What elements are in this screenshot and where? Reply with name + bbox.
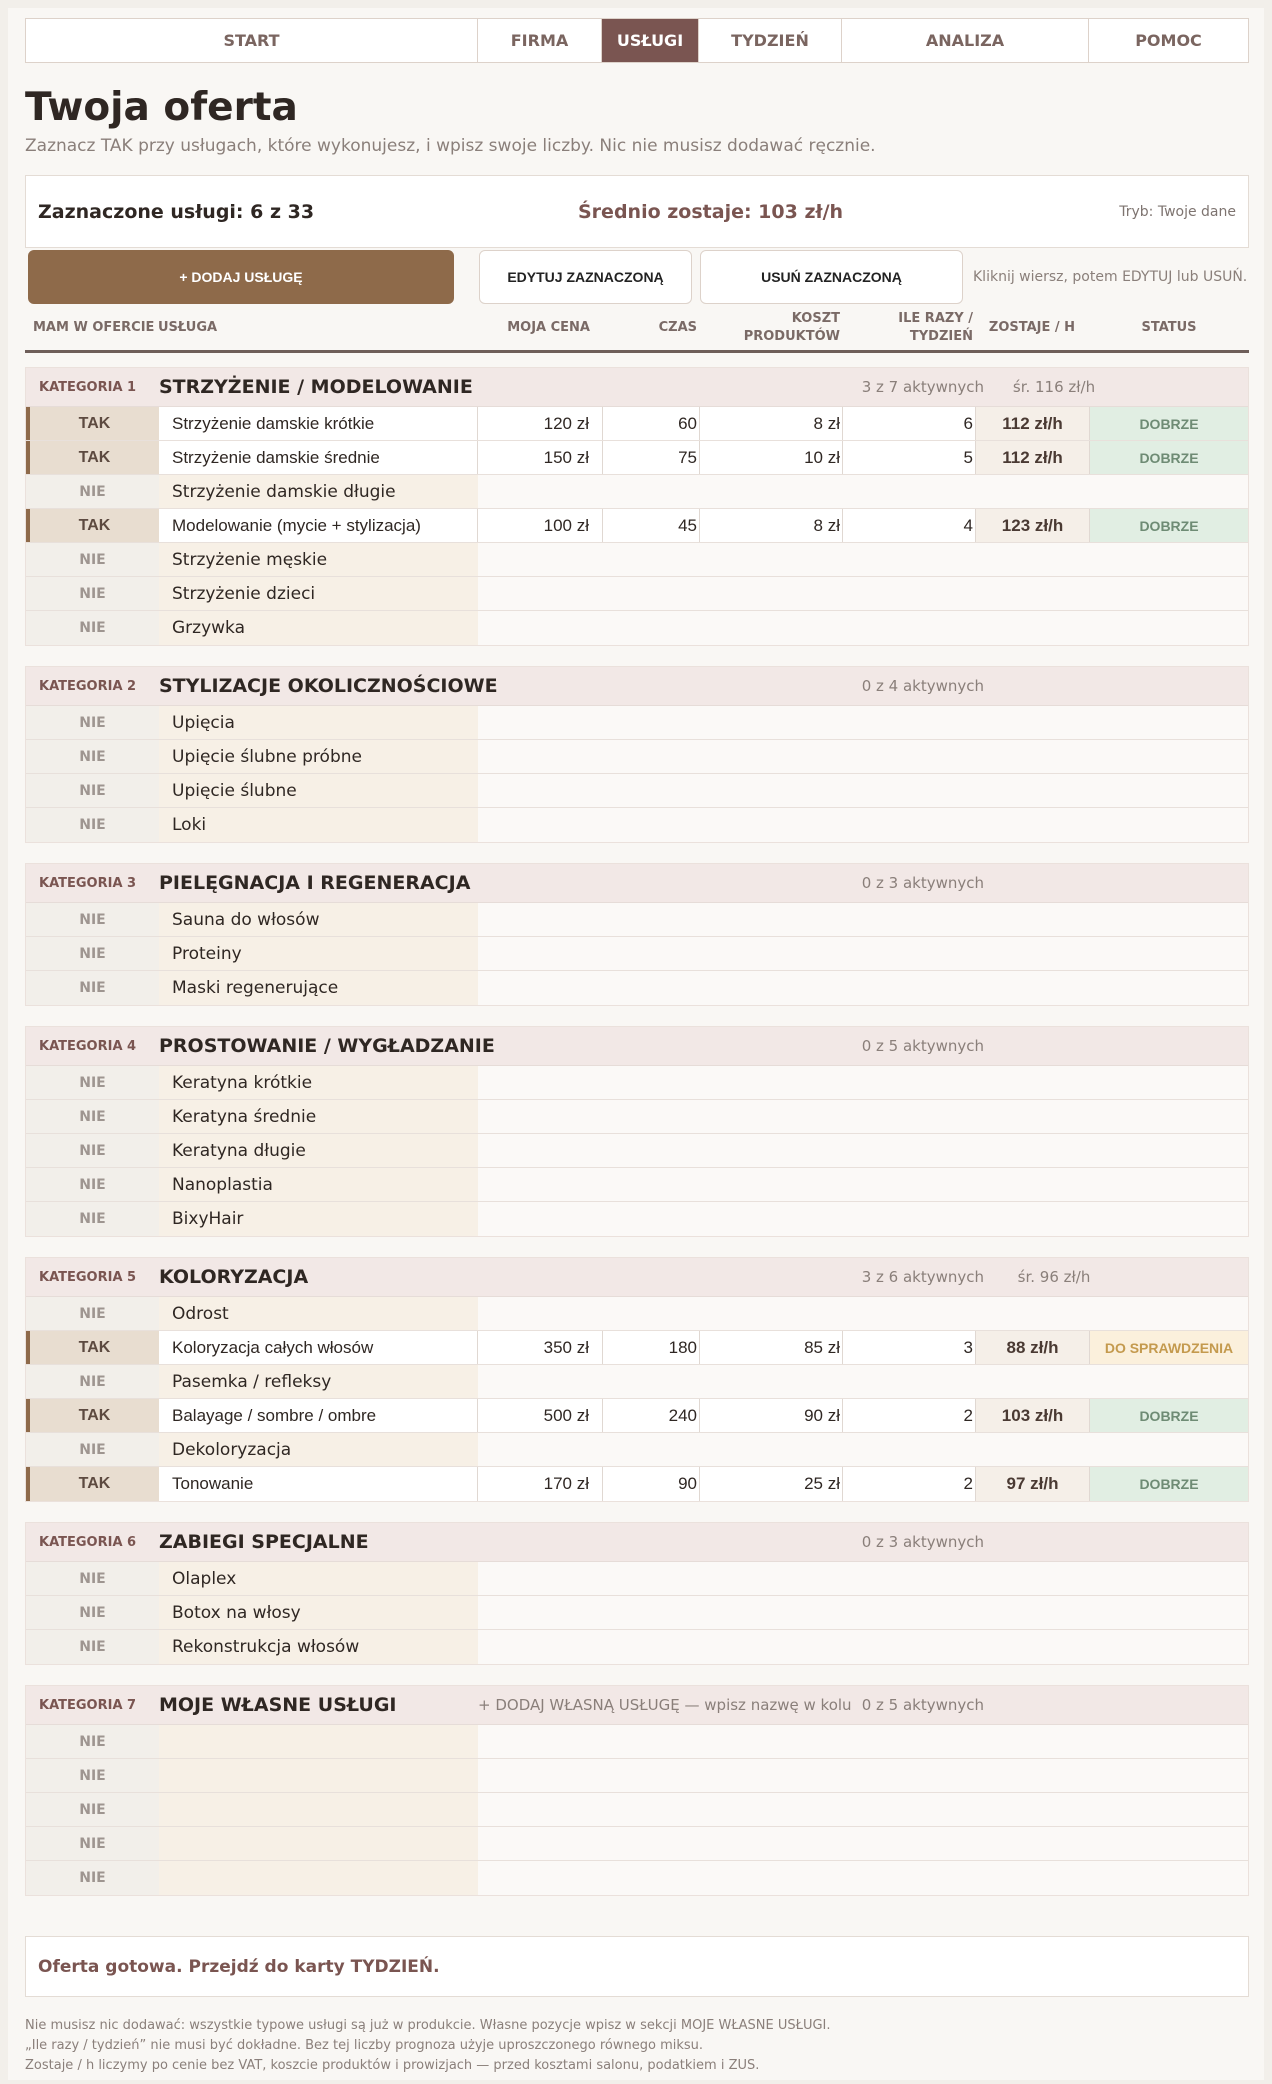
category-header	[26, 368, 1248, 407]
product-cost-field[interactable]: 8 zł	[700, 407, 843, 440]
action-bar	[25, 249, 1249, 305]
note-line: „Ile razy / tydzień” nie musi być dokładne. Bez tej liczby prognoza użyje uproszczonego równego miksu.	[25, 2038, 704, 2053]
net-per-hour: 123 zł/h	[976, 509, 1090, 542]
times-per-week-field[interactable]: 2	[843, 1467, 976, 1501]
empty-row-fields	[478, 1202, 1248, 1236]
category-average: śr. 96 zł/h	[1017, 1268, 1091, 1286]
offer-toggle[interactable]: NIE	[26, 1861, 159, 1895]
category-title: ZABIEGI SPECJALNE	[159, 1531, 369, 1553]
status-badge: DOBRZE	[1090, 1399, 1248, 1432]
add-own-service-hint[interactable]: + DODAJ WŁASNĄ USŁUGĘ — wpisz nazwę w kolu	[478, 1696, 852, 1714]
col-status: STATUS	[1141, 319, 1197, 335]
empty-row-fields	[478, 903, 1248, 936]
time-field[interactable]: 90	[603, 1467, 700, 1501]
selected-count: Zaznaczone usługi: 6 z 33	[38, 200, 315, 223]
price-field[interactable]: 100 zł	[478, 509, 603, 542]
service-name[interactable]	[159, 1793, 478, 1826]
service-name[interactable]: Keratyna krótkie	[159, 1066, 478, 1099]
empty-row-fields	[478, 1100, 1248, 1133]
service-row[interactable]	[26, 1134, 1248, 1168]
net-per-hour: 88 zł/h	[976, 1331, 1090, 1364]
service-name[interactable]: Balayage / sombre / ombre	[159, 1399, 478, 1432]
tab-analiza[interactable]: ANALIZA	[842, 19, 1089, 62]
service-row[interactable]	[26, 1066, 1248, 1100]
service-row[interactable]	[26, 509, 1248, 543]
service-row[interactable]	[26, 1596, 1248, 1630]
offer-toggle[interactable]: NIE	[26, 1100, 159, 1133]
service-name[interactable]: Botox na włosy	[159, 1596, 478, 1629]
col-cost-line2: PRODUKTÓW	[743, 328, 840, 344]
col-times-line2: TYDZIEŃ	[909, 328, 973, 344]
offer-toggle[interactable]: TAK	[26, 509, 159, 542]
service-row[interactable]	[26, 475, 1248, 509]
page-subtitle: Zaznacz TAK przy usługach, które wykonujesz, i wpisz swoje liczby. Nic nie musisz dodawać ręcznie.	[25, 136, 876, 156]
add-service-button[interactable]: + DODAJ USŁUGĘ	[28, 250, 454, 304]
time-field[interactable]: 75	[603, 441, 700, 474]
empty-row-fields	[478, 1562, 1248, 1595]
time-field[interactable]: 60	[603, 407, 700, 440]
category-section	[25, 1026, 1249, 1237]
service-name[interactable]: Odrost	[159, 1297, 478, 1330]
category-average: śr. 116 zł/h	[1012, 378, 1096, 396]
category-label: KATEGORIA 7	[39, 1697, 137, 1713]
service-name[interactable]: Olaplex	[159, 1562, 478, 1595]
price-field[interactable]: 500 zł	[478, 1399, 603, 1432]
service-name[interactable]: Grzywka	[159, 611, 478, 645]
times-per-week-field[interactable]: 4	[843, 509, 976, 542]
category-active-count: 0 z 4 aktywnych	[861, 677, 984, 695]
service-name[interactable]: Keratyna długie	[159, 1134, 478, 1167]
empty-row-fields	[478, 740, 1248, 773]
service-name[interactable]: Sauna do włosów	[159, 903, 478, 936]
content	[25, 18, 1249, 2076]
category-header	[26, 1027, 1248, 1066]
category-section	[25, 666, 1249, 843]
empty-row-fields	[478, 1168, 1248, 1201]
category-active-count: 0 z 5 aktywnych	[861, 1696, 984, 1714]
service-name[interactable]: Proteiny	[159, 937, 478, 970]
col-price: MOJA CENA	[507, 319, 590, 335]
empty-row-fields	[478, 1725, 1248, 1758]
service-name[interactable]: Loki	[159, 808, 478, 842]
service-row[interactable]	[26, 1630, 1248, 1664]
offer-toggle[interactable]: NIE	[26, 808, 159, 842]
price-field[interactable]: 120 zł	[478, 407, 603, 440]
offer-toggle[interactable]: TAK	[26, 1467, 159, 1501]
status-badge: DOBRZE	[1090, 509, 1248, 542]
category-active-count: 3 z 7 aktywnych	[861, 378, 984, 396]
service-row[interactable]	[26, 441, 1248, 475]
category-label: KATEGORIA 6	[39, 1534, 137, 1550]
category-label: KATEGORIA 2	[39, 678, 137, 694]
notes	[25, 2016, 1249, 2076]
service-name[interactable]: Upięcie ślubne	[159, 774, 478, 807]
category-section	[25, 1685, 1249, 1896]
offer-toggle[interactable]: NIE	[26, 740, 159, 773]
price-field[interactable]: 170 zł	[478, 1467, 603, 1501]
col-cost	[699, 310, 842, 346]
offer-toggle[interactable]: NIE	[26, 774, 159, 807]
tab-start[interactable]: START	[26, 19, 478, 62]
service-row[interactable]	[26, 1100, 1248, 1134]
empty-row-fields	[478, 1596, 1248, 1629]
service-row[interactable]	[26, 1331, 1248, 1365]
empty-row-fields	[478, 1630, 1248, 1664]
category-title: STYLIZACJE OKOLICZNOŚCIOWE	[159, 675, 498, 697]
category-title: PIELĘGNACJA I REGENERACJA	[159, 872, 471, 894]
status-badge: DO SPRAWDZENIA	[1090, 1331, 1248, 1364]
service-row[interactable]	[26, 1562, 1248, 1596]
offer-toggle[interactable]: NIE	[26, 1066, 159, 1099]
offer-toggle[interactable]: NIE	[26, 1759, 159, 1792]
col-in-offer: MAM W OFERCIE	[33, 319, 155, 335]
service-row[interactable]	[26, 407, 1248, 441]
offer-toggle[interactable]: NIE	[26, 1827, 159, 1860]
times-per-week-field[interactable]: 6	[843, 407, 976, 440]
service-row[interactable]	[26, 1433, 1248, 1467]
top-nav	[25, 18, 1249, 63]
offer-toggle[interactable]: NIE	[26, 937, 159, 970]
col-times	[842, 310, 975, 346]
product-cost-field[interactable]: 10 zł	[700, 441, 843, 474]
offer-toggle[interactable]: NIE	[26, 577, 159, 610]
category-title: MOJE WŁASNE USŁUGI	[159, 1694, 397, 1716]
service-name[interactable]: Maski regenerujące	[159, 971, 478, 1005]
product-cost-field[interactable]: 90 zł	[700, 1399, 843, 1432]
offer-toggle[interactable]: NIE	[26, 1596, 159, 1629]
category-header	[26, 1258, 1248, 1297]
service-name[interactable]: Strzyżenie dzieci	[159, 577, 478, 610]
offer-toggle[interactable]: NIE	[26, 1793, 159, 1826]
empty-row-fields	[478, 1793, 1248, 1826]
empty-row-fields	[478, 1861, 1248, 1895]
empty-row-fields	[478, 1827, 1248, 1860]
offer-toggle[interactable]: NIE	[26, 1630, 159, 1664]
product-cost-field[interactable]: 25 zł	[700, 1467, 843, 1501]
offer-toggle[interactable]: NIE	[26, 903, 159, 936]
time-field[interactable]: 180	[603, 1331, 700, 1364]
category-label: KATEGORIA 4	[39, 1038, 137, 1054]
status-badge: DOBRZE	[1090, 1467, 1248, 1501]
col-time: CZAS	[658, 319, 697, 335]
offer-toggle[interactable]: NIE	[26, 1365, 159, 1398]
service-name[interactable]: Keratyna średnie	[159, 1100, 478, 1133]
category-section	[25, 1522, 1249, 1665]
service-row[interactable]	[26, 1861, 1248, 1895]
offer-toggle[interactable]: NIE	[26, 971, 159, 1005]
offer-toggle[interactable]: NIE	[26, 611, 159, 645]
category-label: KATEGORIA 5	[39, 1269, 137, 1285]
category-active-count: 0 z 3 aktywnych	[861, 1533, 984, 1551]
net-per-hour: 112 zł/h	[976, 407, 1090, 440]
column-headers	[25, 305, 1249, 353]
offer-toggle[interactable]: NIE	[26, 1297, 159, 1330]
average-net: Średnio zostaje: 103 zł/h	[578, 200, 844, 223]
empty-row-fields	[478, 577, 1248, 610]
category-section	[25, 367, 1249, 646]
service-row[interactable]	[26, 774, 1248, 808]
service-name[interactable]	[159, 1725, 478, 1758]
category-section	[25, 863, 1249, 1006]
times-per-week-field[interactable]: 3	[843, 1331, 976, 1364]
net-per-hour: 112 zł/h	[976, 441, 1090, 474]
empty-row-fields	[478, 1759, 1248, 1792]
col-net: ZOSTAJE / H	[988, 319, 1076, 335]
service-name[interactable]: Strzyżenie damskie średnie	[159, 441, 478, 474]
offer-toggle[interactable]: NIE	[26, 475, 159, 508]
offer-toggle[interactable]: NIE	[26, 1202, 159, 1236]
offer-toggle[interactable]: TAK	[26, 441, 159, 474]
service-row[interactable]	[26, 808, 1248, 842]
service-row[interactable]	[26, 740, 1248, 774]
service-name[interactable]: Nanoplastia	[159, 1168, 478, 1201]
service-name[interactable]	[159, 1827, 478, 1860]
col-service: USŁUGA	[158, 319, 218, 335]
service-name[interactable]: Strzyżenie męskie	[159, 543, 478, 576]
category-header	[26, 667, 1248, 706]
empty-row-fields	[478, 706, 1248, 739]
category-header	[26, 1523, 1248, 1562]
status-badge: DOBRZE	[1090, 441, 1248, 474]
service-row[interactable]	[26, 1297, 1248, 1331]
status-badge: DOBRZE	[1090, 407, 1248, 440]
offer-ready-banner: Oferta gotowa. Przejdź do karty TYDZIEŃ.	[25, 1936, 1249, 1997]
service-name[interactable]: Strzyżenie damskie długie	[159, 475, 478, 508]
service-name[interactable]	[159, 1861, 478, 1895]
category-active-count: 0 z 5 aktywnych	[861, 1037, 984, 1055]
empty-row-fields	[478, 1066, 1248, 1099]
category-sections	[25, 367, 1249, 1896]
category-section	[25, 1257, 1249, 1502]
service-row[interactable]	[26, 577, 1248, 611]
col-cost-line1: KOSZT	[791, 310, 840, 326]
service-row[interactable]	[26, 1759, 1248, 1793]
category-title: STRZYŻENIE / MODELOWANIE	[159, 376, 473, 398]
page-title: Twoja oferta	[25, 85, 298, 130]
offer-toggle[interactable]: NIE	[26, 1433, 159, 1466]
service-name[interactable]	[159, 1759, 478, 1792]
service-name[interactable]: Strzyżenie damskie krótkie	[159, 407, 478, 440]
empty-row-fields	[478, 543, 1248, 576]
service-row[interactable]	[26, 1399, 1248, 1433]
category-label: KATEGORIA 1	[39, 379, 137, 395]
service-row[interactable]	[26, 937, 1248, 971]
times-per-week-field[interactable]: 2	[843, 1399, 976, 1432]
service-row[interactable]	[26, 1168, 1248, 1202]
service-name[interactable]: Upięcie ślubne próbne	[159, 740, 478, 773]
time-field[interactable]: 45	[603, 509, 700, 542]
empty-row-fields	[478, 1365, 1248, 1398]
tab-pomoc[interactable]: POMOC	[1135, 31, 1202, 50]
service-row[interactable]	[26, 1725, 1248, 1759]
empty-row-fields	[478, 475, 1248, 508]
category-label: KATEGORIA 3	[39, 875, 137, 891]
note-line: Zostaje / h liczymy po cenie bez VAT, koszcie produktów i prowizjach — przed kosztami salonu, podatkiem i ZUS.	[25, 2058, 760, 2073]
edit-selected-button[interactable]: EDYTUJ ZAZNACZONĄ	[479, 250, 692, 304]
service-row[interactable]	[26, 1827, 1248, 1861]
service-name[interactable]: Modelowanie (mycie + stylizacja)	[159, 509, 478, 542]
col-times-line1: ILE RAZY /	[898, 310, 973, 326]
service-name[interactable]: Tonowanie	[159, 1467, 478, 1501]
offer-toggle[interactable]: TAK	[26, 1331, 159, 1364]
summary-bar	[25, 175, 1249, 248]
tab-tydzien[interactable]: TYDZIEŃ	[699, 19, 842, 62]
empty-row-fields	[478, 971, 1248, 1005]
tab-firma[interactable]: FIRMA	[478, 19, 602, 62]
service-name[interactable]: Rekonstrukcja włosów	[159, 1630, 478, 1664]
net-per-hour: 97 zł/h	[976, 1467, 1090, 1501]
category-header	[26, 864, 1248, 903]
net-per-hour: 103 zł/h	[976, 1399, 1090, 1432]
empty-row-fields	[478, 1297, 1248, 1330]
mode-label: Tryb: Twoje dane	[1119, 203, 1236, 220]
service-row[interactable]	[26, 543, 1248, 577]
offer-toggle[interactable]: NIE	[26, 706, 159, 739]
empty-row-fields	[478, 1134, 1248, 1167]
offer-toggle[interactable]: NIE	[26, 1562, 159, 1595]
service-name[interactable]: BixyHair	[159, 1202, 478, 1236]
offer-toggle[interactable]: NIE	[26, 1725, 159, 1758]
service-name[interactable]: Upięcia	[159, 706, 478, 739]
category-title: PROSTOWANIE / WYGŁADZANIE	[159, 1035, 495, 1057]
service-name[interactable]: Dekoloryzacja	[159, 1433, 478, 1466]
service-row[interactable]	[26, 611, 1248, 645]
service-row[interactable]	[26, 1202, 1248, 1236]
service-row[interactable]	[26, 971, 1248, 1005]
service-row[interactable]	[26, 706, 1248, 740]
tab-uslugi[interactable]: USŁUGI	[602, 19, 699, 62]
category-header	[26, 1686, 1248, 1725]
offer-toggle[interactable]: NIE	[26, 543, 159, 576]
product-cost-field[interactable]: 8 zł	[700, 509, 843, 542]
price-field[interactable]: 150 zł	[478, 441, 603, 474]
offer-toggle[interactable]: TAK	[26, 407, 159, 440]
offer-toggle[interactable]: TAK	[26, 1399, 159, 1432]
empty-row-fields	[478, 774, 1248, 807]
service-row[interactable]	[26, 1365, 1248, 1399]
category-active-count: 3 z 6 aktywnych	[861, 1268, 984, 1286]
empty-row-fields	[478, 937, 1248, 970]
price-field[interactable]: 350 zł	[478, 1331, 603, 1364]
empty-row-fields	[478, 808, 1248, 842]
action-hint: Kliknij wiersz, potem EDYTUJ lub USUŃ.	[973, 269, 1248, 285]
product-cost-field[interactable]: 85 zł	[700, 1331, 843, 1364]
times-per-week-field[interactable]: 5	[843, 441, 976, 474]
service-row[interactable]	[26, 903, 1248, 937]
empty-row-fields	[478, 1433, 1248, 1466]
empty-row-fields	[478, 611, 1248, 645]
note-line: Nie musisz nic dodawać: wszystkie typowe usługi są już w produkcie. Własne pozycje wpisz w sekcji MOJE WŁASNE USŁUGI.	[25, 2018, 831, 2033]
category-title: KOLORYZACJA	[159, 1266, 309, 1288]
page	[8, 8, 1264, 2080]
service-name[interactable]: Koloryzacja całych włosów	[159, 1331, 478, 1364]
service-row[interactable]	[26, 1793, 1248, 1827]
delete-selected-button[interactable]: USUŃ ZAZNACZONĄ	[700, 250, 963, 304]
time-field[interactable]: 240	[603, 1399, 700, 1432]
offer-toggle[interactable]: NIE	[26, 1168, 159, 1201]
service-name[interactable]: Pasemka / refleksy	[159, 1365, 478, 1398]
category-active-count: 0 z 3 aktywnych	[861, 874, 984, 892]
service-row[interactable]	[26, 1467, 1248, 1501]
offer-toggle[interactable]: NIE	[26, 1134, 159, 1167]
